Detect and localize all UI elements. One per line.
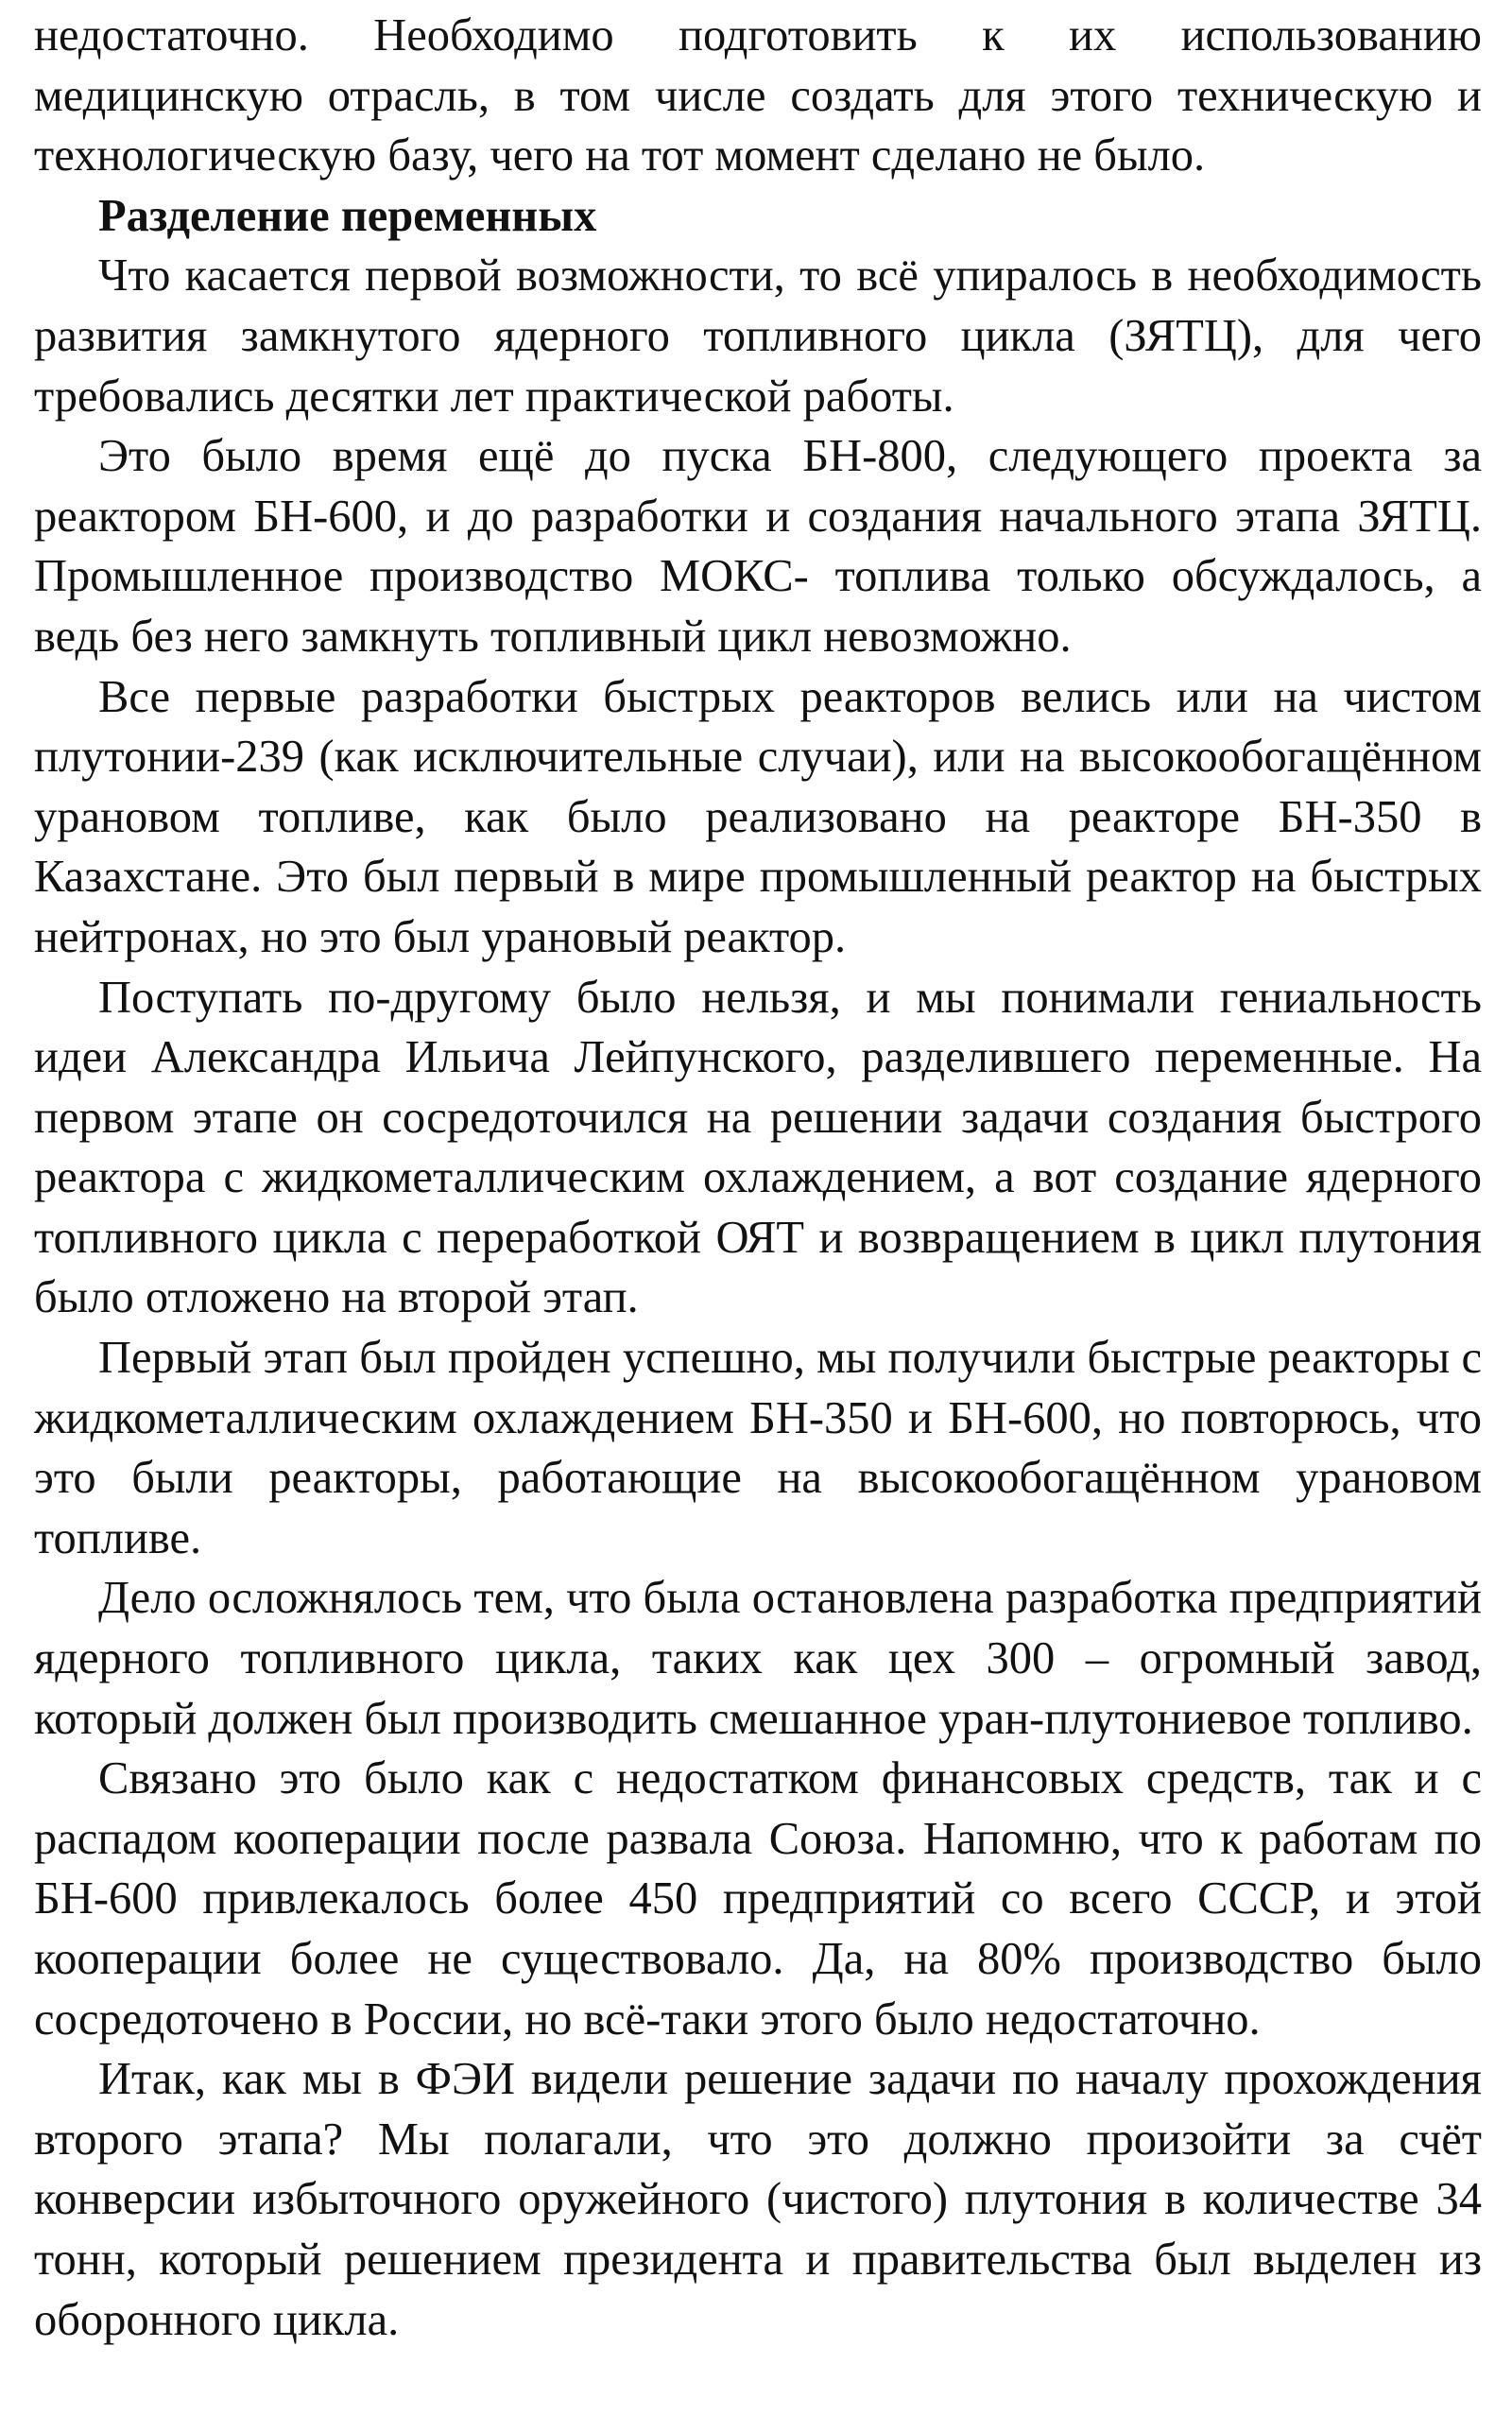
section-heading: Разделение переменных — [98, 190, 597, 241]
paragraph: Все первые разработки быстрых реакторов велись или на чистом плутонии-239 (как исключительные случаи), или на высокообогащённом урановом топливе, как было реализовано на реакторе БН-350 в Казахстане. Это был первый в мире промышленный реактор на быстрых нейтронах, но это был урановый реактор. — [34, 671, 1482, 962]
paragraph: Это было время ещё до пуска БН-800, следующего проекта за реактором БН-600, и до разработки и создания начального этапа ЗЯТЦ. Промышленное производство МОКС- топлива только обсуждалось, а ведь без него замкнуть топливный цикл невозможно. — [34, 431, 1482, 662]
paragraph: Первый этап был пройден успешно, мы получили быстрые реакторы с жидкометаллическим охлаждением БН-350 и БН-600, но повторюсь, что это были реакторы, работающие на высокообогащённом урановом топливе. — [34, 1333, 1482, 1563]
document-page — [34, 6, 1482, 2350]
paragraph: Поступать по-другому было нельзя, и мы понимали гениальность идеи Александра Ильича Лейпунского, разделившего переменные. На первом этапе он сосредоточился на решении задачи создания быстрого реактора с жидкометаллическим охлаждением, а вот создание ядерного топливного цикла с переработкой ОЯТ и возвращением в цикл плутония было отложено на второй этап. — [34, 972, 1482, 1323]
intro-paragraph: недостаточно. Необходимо подготовить к их использованию медицинскую отрасль, в том числе создать для этого техническую и технологическую базу, чего на тот момент сделано не было. — [34, 10, 1482, 181]
paragraph: Дело осложнялось тем, что была остановлена разработка предприятий ядерного топливного цикла, таких как цех 300 – огромный завод, который должен был производить смешанное уран-плутониевое топливо. — [34, 1573, 1482, 1744]
paragraph: Связано это было как с недостатком финансовых средств, так и с распадом кооперации после развала Союза. Напомню, что к работам по БН-600 привлекалось более 450 предприятий со всего СССР, и этой кооперации более не существовало. Да, на 80% производство было сосредоточено в России, но всё-таки этого было недостаточно. — [34, 1753, 1482, 2045]
paragraph: Итак, как мы в ФЭИ видели решение задачи по началу прохождения второго этапа? Мы полагали, что это должно произойти за счёт конверсии избыточного оружейного (чистого) плутония в количестве 34 тонн, который решением президента и правительства был выделен из оборонного цикла. — [34, 2054, 1482, 2345]
paragraph: Что касается первой возможности, то всё упиралось в необходимость развития замкнутого ядерного топливного цикла (ЗЯТЦ), для чего требовались десятки лет практической работы. — [34, 250, 1482, 422]
